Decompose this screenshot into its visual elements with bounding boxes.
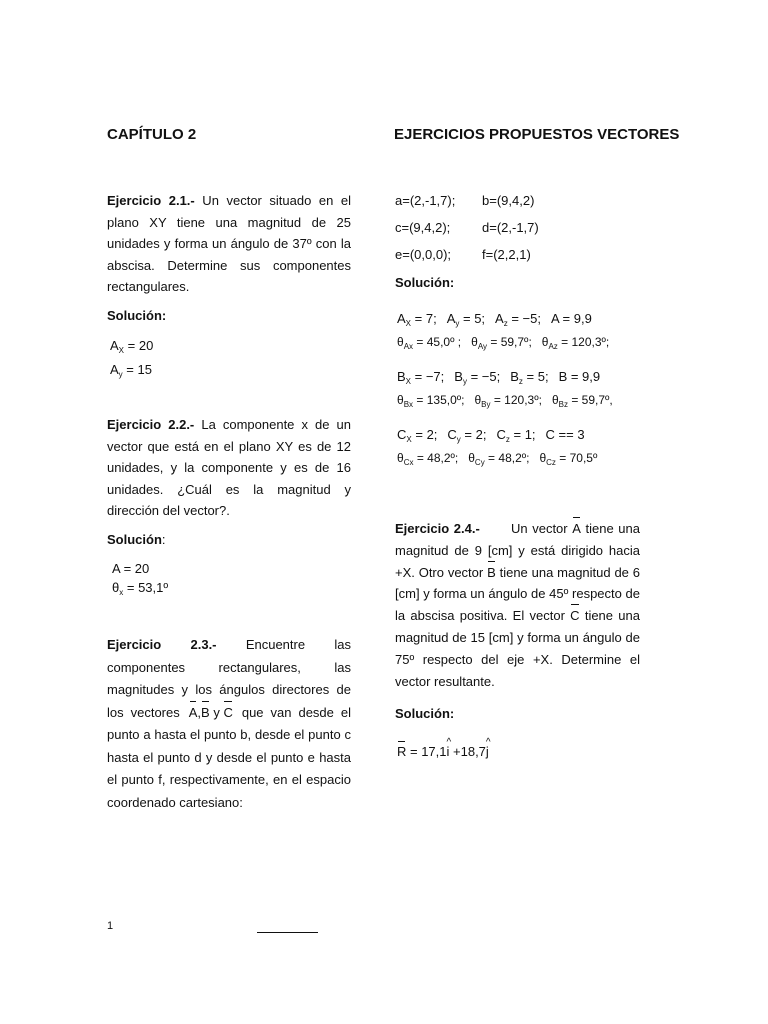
answer-2-4: R = 17,1^ i +18,7^ j [397, 742, 489, 761]
solution-label: Solución: [395, 275, 455, 290]
footer-rule [257, 932, 318, 933]
solution-label: Solución: [107, 308, 167, 323]
exercise-2-2 [107, 414, 351, 522]
exercise-2-3 [107, 634, 351, 814]
answer-2-2: A = 20 $\theta_x$ = 53,1º [112, 561, 169, 597]
vector-c-symbol: C [570, 605, 579, 627]
vector-b-symbol: B [487, 562, 496, 584]
exercise-text: Encuentre las componentes rectangulares, las magnitudes y los ángulos directores de los vectores [107, 637, 351, 720]
page-number: 1 [107, 920, 114, 932]
result-vector-a: $A_X = 7$; $A_y = 5$; $A_z = -5$; A = 9,9 $\theta_{Ax}$ = 45,0º ; $\theta_{Ay}$ = 59,7º; $\theta_{Az}$ = 120,3º; [397, 311, 610, 351]
exercise-label: Ejercicio 2.1.- [107, 193, 195, 208]
answer-2-1: $A_X = 20$ $A_y = 15$ [110, 338, 154, 379]
exercise-text: La componente x de un vector que está en el plano XY es de 12 unidades, y la componente y es de 16 unidades. ¿Cuál es la magnitud y dirección del vector?. [107, 417, 351, 519]
exercise-text: Un vector situado en el plano XY tiene una magnitud de 25 unidades y forma un ángulo de 37º con la abscisa. Determine sus componentes rectangulares. [107, 193, 352, 295]
exercise-2-4: Ejercicio 2.4.- Un vector A tiene una magnitud de 9 [cm] y está dirigido hacia +X. Otro vector B tiene una magnitud de 6 [cm] y forma un ángulo de 45º respecto de la abscisa positiva. El vector C tiene una magnitud de 15 [cm] y forma un ángulo de 75º respecto del eje +X. Determine el vector resultante. [395, 518, 640, 692]
page-title: EJERCICIOS PROPUESTOS VECTORES [394, 126, 680, 143]
exercise-label: Ejercicio 2.2.- [107, 417, 195, 432]
exercise-2-1 [107, 190, 351, 298]
result-vector-c: $C_X = 2$; $C_y = 2$; $C_z = 1$; C == 3 $\theta_{Cx}$ = 48,2º; $\theta_{Cy}$ = 48,2º; $\theta_{Cz}$ = 70,5º [397, 427, 598, 467]
exercise-label: Ejercicio 2.3.- [107, 637, 217, 652]
vector-a-symbol: A [572, 518, 581, 540]
solution-label: Solución: [395, 706, 455, 721]
exercise-label: Ejercicio 2.4.- [395, 521, 480, 536]
vector-symbols: A,B y C [189, 702, 233, 725]
points-table: a=(2,-1,7); b=(9,4,2) c=(9,4,2); d=(2,-1,7) e=(0,0,0); f=(2,2,1) [395, 193, 539, 262]
chapter-heading: CAPÍTULO 2 [107, 126, 197, 143]
solution-label: Solución: [107, 532, 166, 547]
exercise-text-cont: que van desde el punto a hasta el punto b, desde el punto c hasta el punto d y desde el punto e hasta el punto f, respectivamente, en el espacio coordenado cartesiano: [107, 704, 351, 810]
result-vector-b: $B_X = -7$; $B_y = -5$; $B_z = 5$; B = 9,9 $\theta_{Bx}$ = 135,0º; $\theta_{By}$ = 120,3º; $\theta_{Bz}$ = 59,7º, [397, 369, 613, 409]
